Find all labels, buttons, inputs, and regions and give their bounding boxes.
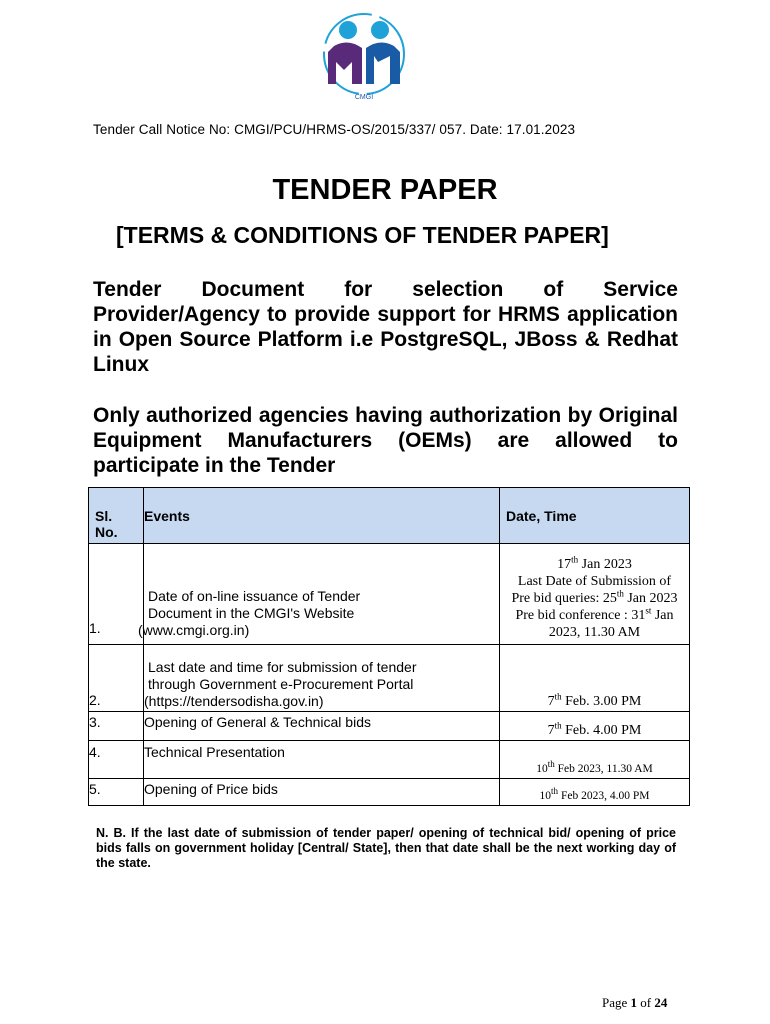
logo-text: CMGI: [354, 94, 374, 101]
header-date-time: Date, Time: [500, 488, 690, 544]
header-events: Events: [144, 488, 500, 544]
table-row: [89, 779, 690, 806]
row-event: Opening of Price bids: [144, 779, 500, 806]
row-event: Opening of General & Technical bids: [144, 712, 500, 741]
nota-bene: N. B. If the last date of submission of tender paper/ opening of technical bid/ opening of price bids falls on government holiday [Central/ State], then that date shall be the next working day of the state.: [96, 826, 676, 870]
table-row: [89, 741, 690, 779]
row-sl: 2.: [89, 645, 144, 712]
row-sl: 5.: [89, 779, 144, 806]
row-sl: 4.: [89, 741, 144, 779]
row-date: 10th Feb 2023, 4.00 PM: [500, 779, 690, 806]
table-row: [89, 645, 690, 712]
tender-description: Tender Document for selection of Service Provider/Agency to provide support for HRMS application in Open Source Platform i.e PostgreSQL, JBoss & Redhat Linux: [93, 278, 678, 376]
cmgi-logo: [314, 6, 414, 102]
page-number: Page 1 of 24: [602, 995, 668, 1010]
table-header-row: [89, 488, 690, 544]
table-row: [89, 712, 690, 741]
row-date: 7th Feb. 4.00 PM: [500, 712, 690, 741]
eligibility-statement: Only authorized agencies having authorization by Original Equipment Manufacturers (OEMs) are allowed to participate in the Tender: [93, 404, 678, 477]
table-row: [89, 544, 690, 645]
row-sl: 1.: [89, 544, 144, 645]
row-event: Date of on-line issuance of Tender Document in the CMGI's Website (www.cmgi.org.in): [144, 544, 500, 645]
row-event: Last date and time for submission of tender through Government e-Procurement Portal (https://tendersodisha.gov.in): [144, 645, 500, 712]
row-date: 17th Jan 2023 Last Date of Submission of Pre bid queries: 25th Jan 2023 Pre bid conference : 31st Jan 2023, 11.30 AM: [500, 544, 690, 645]
page-title: TENDER PAPER: [272, 174, 498, 206]
row-date: 7th Feb. 3.00 PM: [500, 645, 690, 712]
tender-call-notice: Tender Call Notice No: CMGI/PCU/HRMS-OS/2015/337/ 057. Date: 17.01.2023: [93, 122, 576, 137]
header-sl-no: Sl. No.: [89, 488, 144, 544]
page-subtitle: [TERMS & CONDITIONS OF TENDER PAPER]: [116, 222, 609, 248]
row-event: Technical Presentation: [144, 741, 500, 779]
events-table: [88, 487, 690, 806]
row-date: 10th Feb 2023, 11.30 AM: [500, 741, 690, 779]
row-sl: 3.: [89, 712, 144, 741]
